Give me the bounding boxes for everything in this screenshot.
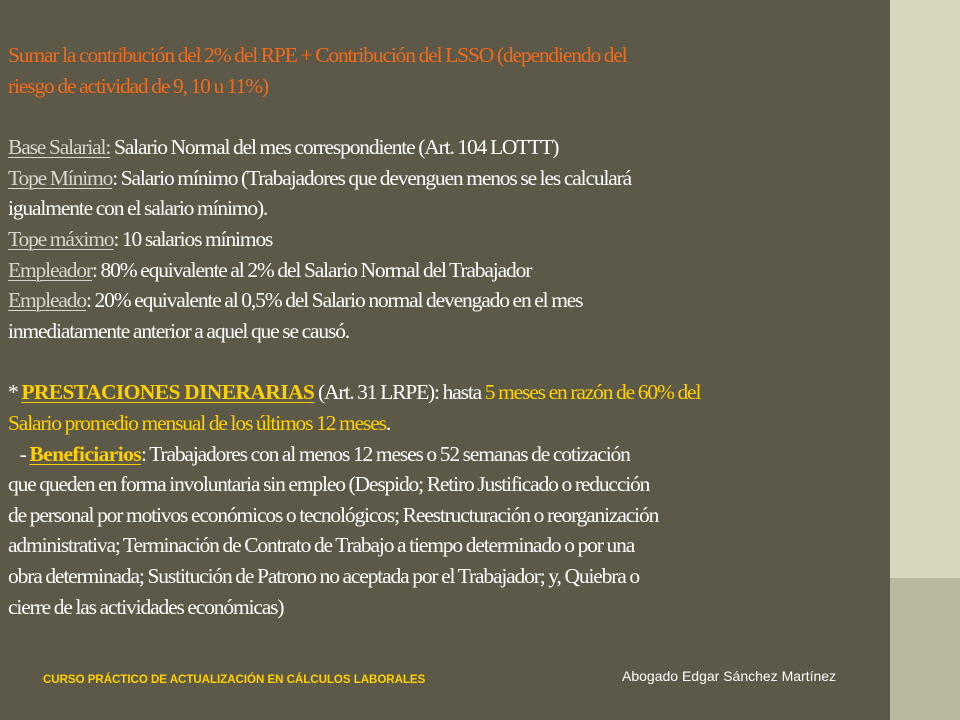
prestaciones-line-2 (8, 408, 892, 439)
spacer (8, 346, 892, 377)
beneficiarios-label: Beneficiarios (29, 441, 142, 466)
beneficiarios-dash: - (8, 441, 30, 466)
empleador-line (8, 255, 892, 286)
tope-minimo-line (8, 163, 892, 194)
intro-line-1: Sumar la contribución del 2% del RPE + Contribución del LSSO (dependiendo del (8, 43, 627, 67)
tope-maximo-label: Tope máximo (8, 226, 114, 251)
base-salarial-text: Salario Normal del mes correspondiente (Art. 104 LOTTT) (110, 135, 559, 160)
base-salarial-line (8, 132, 892, 163)
beneficiarios-line-2: que queden en forma involuntaria sin empleo (Despido; Retiro Justificado o reducción (8, 472, 650, 497)
prestaciones-end: . (385, 410, 391, 435)
empleado-text: : 20% equivalente al 0,5% del Salario normal devengado en el mes (85, 288, 583, 313)
empleador-label: Empleador (8, 257, 92, 282)
prestaciones-highlight-1: 5 meses en razón de 60% del (484, 380, 701, 405)
beneficiarios-line-6: cierre de las actividades económicas) (8, 594, 284, 619)
tope-maximo-text: : 10 salarios mínimos (113, 226, 273, 251)
base-salarial-label: Base Salarial: (8, 135, 111, 160)
tope-maximo-line (8, 224, 892, 255)
prestaciones-label: PRESTACIONES DINERARIAS (21, 380, 315, 405)
empleado-label: Empleado (8, 288, 86, 313)
empleado-line (8, 285, 892, 316)
decorative-side-bar (890, 0, 960, 720)
tope-minimo-label: Tope Mínimo (8, 165, 113, 190)
prestaciones-ref: (Art. 31 LRPE): hasta (314, 380, 485, 405)
beneficiarios-line-3: de personal por motivos económicos o tecnológicos; Reestructuración o reorganización (8, 502, 659, 527)
beneficiarios-text-1: : Trabajadores con al menos 12 meses o 52 semanas de cotización (141, 441, 630, 466)
tope-minimo-text: : Salario mínimo (Trabajadores que devenguen menos se les calculará (112, 165, 632, 190)
prestaciones-star: * (8, 380, 22, 405)
author-footer: Abogado Edgar Sánchez Martínez (622, 668, 837, 684)
beneficiarios-line (8, 439, 892, 470)
prestaciones-highlight-2: Salario promedio mensual de los últimos 12 meses (8, 410, 386, 435)
spacer (8, 101, 892, 132)
beneficiarios-line-4: administrativa; Terminación de Contrato de Trabajo a tiempo determinado o por una (8, 533, 635, 558)
course-title-footer: CURSO PRÁCTICO DE ACTUALIZACIÓN EN CÁLCULOS LABORALES (43, 674, 426, 686)
intro-line-2: riesgo de actividad de 9, 10 u 11%) (8, 73, 268, 98)
empleador-text: : 80% equivalente al 2% del Salario Normal del Trabajador (91, 257, 532, 282)
beneficiarios-line-5: obra determinada; Sustitución de Patrono no aceptada por el Trabajador; y, Quiebra o (8, 563, 639, 588)
tope-minimo-line-2: igualmente con el salario mínimo). (8, 196, 268, 221)
slide-content (8, 40, 892, 622)
decorative-side-band (890, 578, 960, 720)
prestaciones-line (8, 377, 892, 408)
empleado-line-2: inmediatamente anterior a aquel que se causó. (8, 318, 350, 343)
